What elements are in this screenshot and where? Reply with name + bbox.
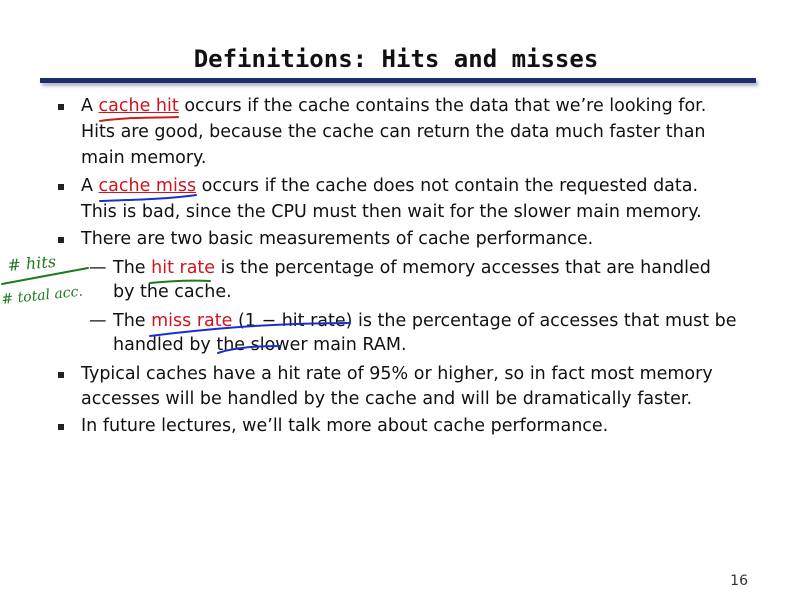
ink-note-total-acc: # total acc. <box>0 283 84 308</box>
ink-underline-slower-main-ram <box>218 346 280 353</box>
bullet-typical-line2: accesses will be handled by the cache and will be dramatically faster. <box>81 389 693 409</box>
text: The <box>113 258 152 278</box>
dash-icon: — <box>89 258 107 278</box>
text: The <box>113 311 152 331</box>
text: A <box>81 176 99 196</box>
ink-note-hits: # hits <box>6 251 57 275</box>
term-cache-miss: cache miss <box>98 176 197 196</box>
bullet-future: In future lectures, we’ll talk more about cache performance. <box>81 416 609 436</box>
ink-underline-cache-miss <box>100 195 196 201</box>
slide-title: Definitions: Hits and misses <box>193 45 599 73</box>
bullet-cache-miss-line2: This is bad, since the CPU must then wait for the slower main memory. <box>81 202 702 222</box>
bullet-typical-line1: Typical caches have a hit rate of 95% or higher, so in fact most memory <box>81 364 713 384</box>
dash-icon: — <box>89 311 107 331</box>
text: occurs if the cache contains the data that we’re looking for. <box>178 96 707 116</box>
sub-hit-rate-line2: by the cache. <box>113 282 232 302</box>
ink-underline-miss-rate <box>150 323 350 336</box>
bullet-measurements: There are two basic measurements of cache performance. <box>81 229 594 249</box>
text: occurs if the cache does not contain the requested data. <box>196 176 699 196</box>
term-miss-rate: miss rate <box>151 311 233 331</box>
bullet-cache-hit-line2: Hits are good, because the cache can return the data much faster than <box>81 122 706 142</box>
ink-underline-cache-hit <box>100 117 178 121</box>
text: A <box>81 96 99 116</box>
sub-miss-rate-line2: handled by the slower main RAM. <box>113 335 407 355</box>
bullet-cache-hit-line3: main memory. <box>81 148 207 168</box>
term-hit-rate: hit rate <box>151 258 216 278</box>
text: (1 − hit rate) is the percentage of accesses that must be <box>232 311 737 331</box>
text: is the percentage of memory accesses that are handled <box>215 258 711 278</box>
page-number: 16 <box>730 573 748 589</box>
term-cache-hit: cache hit <box>98 96 179 116</box>
ink-underline-hit-rate <box>150 281 210 283</box>
